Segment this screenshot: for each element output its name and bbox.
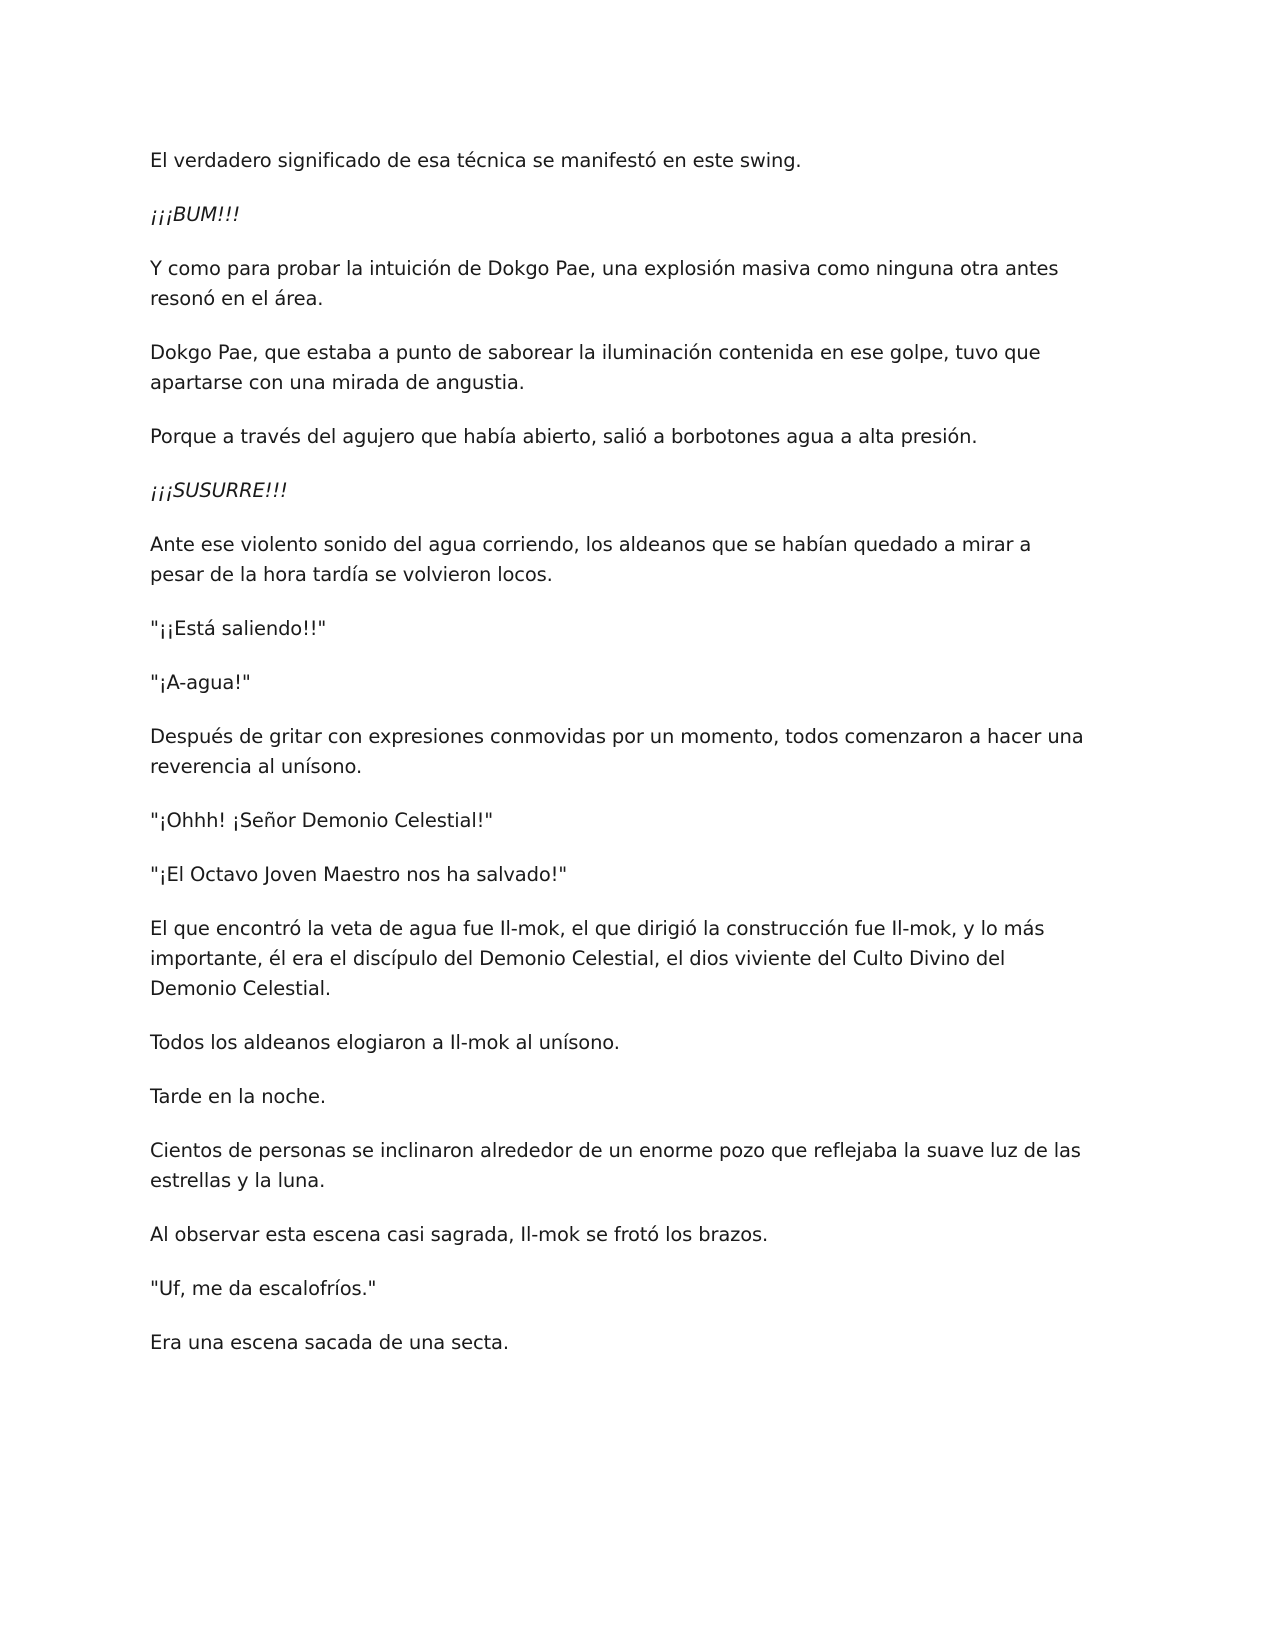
paragraph: El que encontró la veta de agua fue Il-mok, el que dirigió la construcción fue Il-mok, y lo más importante, él era el discípulo del Demonio Celestial, el dios viviente del Culto Divino del Demonio Celestial. xyxy=(150,917,1045,1000)
paragraph: Era una escena sacada de una secta. xyxy=(150,1331,509,1354)
paragraph: Porque a través del agujero que había abierto, salió a borbotones agua a alta presión. xyxy=(150,425,978,448)
paragraph: Y como para probar la intuición de Dokgo Pae, una explosión masiva como ninguna otra antes resonó en el área. xyxy=(150,257,1059,310)
paragraph: Ante ese violento sonido del agua corriendo, los aldeanos que se habían quedado a mirar a pesar de la hora tardía se volvieron locos. xyxy=(150,533,1032,586)
sound-effect: ¡¡¡SUSURRE!!! xyxy=(150,479,288,502)
paragraph: El verdadero significado de esa técnica se manifestó en este swing. xyxy=(150,149,802,172)
dialogue-line: "¡¡Está saliendo!!" xyxy=(150,617,327,640)
dialogue-line: "Uf, me da escalofríos." xyxy=(150,1277,377,1300)
paragraph: Tarde en la noche. xyxy=(150,1085,326,1108)
dialogue-line: "¡El Octavo Joven Maestro nos ha salvado!" xyxy=(150,863,568,886)
paragraph: Cientos de personas se inclinaron alrededor de un enorme pozo que reflejaba la suave luz de las estrellas y la luna. xyxy=(150,1139,1081,1192)
dialogue-line: "¡A-agua!" xyxy=(150,671,251,694)
paragraph: Al observar esta escena casi sagrada, Il-mok se frotó los brazos. xyxy=(150,1223,769,1246)
paragraph: Todos los aldeanos elogiaron a Il-mok al unísono. xyxy=(150,1031,620,1054)
sound-effect: ¡¡¡BUM!!! xyxy=(150,203,241,226)
paragraph: Dokgo Pae, que estaba a punto de saborear la iluminación contenida en ese golpe, tuvo que apartarse con una mirada de angustia. xyxy=(150,341,1041,394)
paragraph: Después de gritar con expresiones conmovidas por un momento, todos comenzaron a hacer una reverencia al unísono. xyxy=(150,725,1084,778)
dialogue-line: "¡Ohhh! ¡Señor Demonio Celestial!" xyxy=(150,809,494,832)
